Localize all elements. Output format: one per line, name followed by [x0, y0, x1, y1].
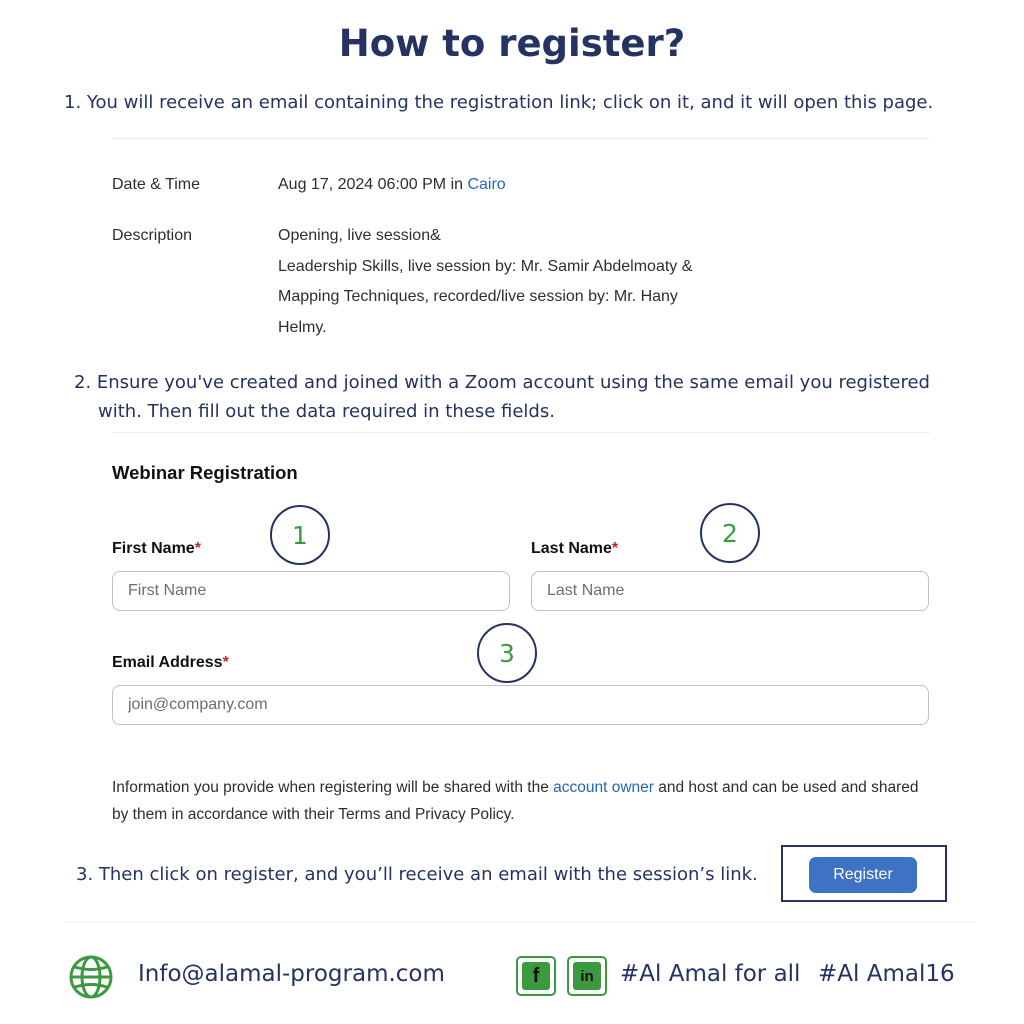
hashtag-al-amal16: #Al Amal16 [818, 961, 955, 987]
step-marker-1: 1 [270, 505, 330, 565]
privacy-info-before: Information you provide when registering will be shared with the [112, 779, 554, 796]
contact-email[interactable]: Info@alamal-program.com [138, 961, 445, 987]
last-name-input[interactable] [531, 571, 929, 611]
step-3-text: 3. Then click on register, and you’ll receive an email with the session’s link. [76, 864, 758, 885]
step-2-line-1: 2. Ensure you've created and joined with a Zoom account using the same email you registered [74, 372, 930, 393]
email-input[interactable] [112, 685, 929, 725]
facebook-glyph: f [522, 962, 550, 990]
privacy-info-after: and host and can be used and shared by them in accordance with their Terms and Privacy Policy. [112, 779, 919, 823]
date-time-value [278, 176, 506, 194]
step-marker-2: 2 [700, 503, 760, 563]
linkedin-glyph: in [573, 962, 601, 990]
date-time-label: Date & Time [112, 176, 201, 193]
linkedin-icon[interactable] [567, 956, 607, 996]
step-2-line-2: with. Then fill out the data required in these fields. [98, 401, 555, 422]
divider-top [112, 138, 930, 139]
account-owner-link[interactable]: account owner [553, 779, 654, 796]
last-name-label-text: Last Name [531, 540, 612, 557]
step-2-text [74, 368, 974, 426]
step-marker-3: 3 [477, 623, 537, 683]
date-time-text: Aug 17, 2024 06:00 PM in [278, 176, 468, 193]
privacy-info-text [112, 774, 932, 828]
required-marker: * [194, 540, 201, 557]
step-1-text: 1. You will receive an email containing the registration link; click on it, and it will open this page. [64, 92, 934, 113]
description-value [278, 221, 692, 343]
webinar-registration-title: Webinar Registration [112, 462, 298, 483]
page-heading: How to register? [338, 22, 686, 65]
register-highlight-box [781, 845, 947, 902]
required-marker: * [611, 540, 619, 557]
description-line: Leadership Skills, live session by: Mr. Samir Abdelmoaty & [278, 257, 693, 275]
last-name-label [531, 540, 618, 558]
required-marker: * [222, 654, 229, 671]
description-line: Helmy. [278, 318, 327, 336]
email-label [112, 654, 229, 672]
description-line: Mapping Techniques, recorded/live session by: Mr. Hany [278, 288, 678, 305]
description-line: Opening, live session& [278, 227, 441, 244]
divider-bottom [64, 922, 976, 923]
first-name-input[interactable] [112, 571, 510, 611]
hashtag-al-amal-for-all: #Al Amal for all [620, 961, 801, 987]
timezone-link[interactable]: Cairo [467, 176, 506, 193]
email-label-text: Email Address [112, 654, 223, 671]
globe-icon [68, 954, 114, 1000]
first-name-label [112, 540, 201, 558]
register-button[interactable]: Register [809, 857, 917, 893]
first-name-label-text: First Name [112, 540, 195, 557]
facebook-icon[interactable] [516, 956, 556, 996]
description-label: Description [112, 227, 193, 244]
divider-middle [112, 432, 930, 433]
